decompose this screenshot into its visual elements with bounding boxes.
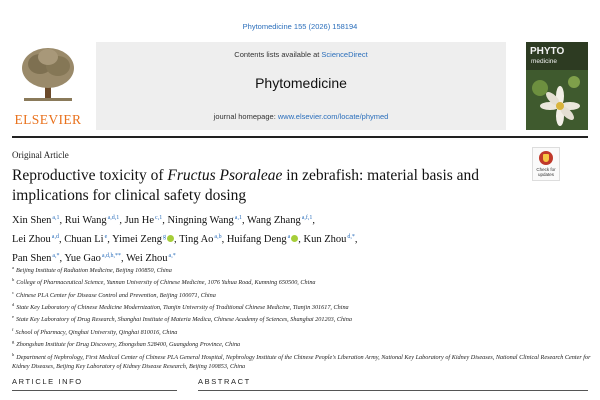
orcid-icon[interactable] [291,235,298,242]
article-info-rule [12,390,177,391]
author-name-text: Wei Zhou [126,253,168,264]
author-affiliation-marker[interactable]: c,1 [155,215,163,221]
author-name[interactable] [179,234,222,245]
article-title [12,166,557,206]
author-name[interactable] [304,234,355,245]
affiliation-text: State Key Laboratory of Drug Research, Shanghai Institute of Materia Medica, Chinese Academy of Sciences, Shanghai 201203, China [16,316,352,324]
journal-title: Phytomedicine [255,75,347,91]
affiliation-key: h [12,351,15,357]
author-affiliation-marker[interactable]: a,d,h,** [101,253,122,259]
author-affiliation-marker[interactable]: a,b [214,234,222,240]
author-name-text: Lei Zhou [12,234,51,245]
author-name[interactable] [64,234,107,245]
author-affiliation-marker[interactable]: a,* [52,253,60,259]
author-name[interactable] [125,215,163,226]
publisher-logo[interactable] [12,42,84,134]
journal-homepage-line [96,112,506,121]
author-name-text: Yue Gao [64,253,101,264]
tree-logo-icon [18,44,78,104]
author-name-text: Chuan Li [64,234,104,245]
affiliation-text: Zhongshan Institute for Drug Discovery, Zhongshan 528400, Guangdong Province, China [16,341,241,349]
affiliation-item [12,350,592,372]
affiliation-text: Department of Nephrology, First Medical Center of Chinese PLA General Hospital, Nephrology Institute of the Chinese People's Liberation Army, National Key Laboratory of Kidney Diseases, National Clinical Research Center for Kidney Diseases, Beijing Key Laboratory of Kidney Disease Research, Beijing 100853, China [12,353,591,370]
article-info-heading: ARTICLE INFO [12,377,83,386]
sciencedirect-link[interactable]: ScienceDirect [321,50,368,59]
publisher-name: ELSEVIER [14,112,82,127]
author-affiliation-marker[interactable]: a,1 [52,215,60,221]
author-affiliation-marker[interactable]: a,1 [234,215,242,221]
affiliation-item [12,325,592,337]
author-name[interactable] [167,215,242,226]
update-bookmark-icon [539,151,553,165]
affiliation-text: Beijing Institute of Radiation Medicine, Beijing 100850, China [16,267,172,275]
author-affiliation-marker[interactable]: e [104,234,108,240]
affiliation-item [12,288,592,300]
affiliation-key: b [12,277,15,283]
affiliation-text: School of Pharmacy, Qinghai University, Qinghai 810016, China [15,328,178,336]
author-affiliation-marker[interactable]: a,f,1 [301,215,313,221]
author-affiliation-marker[interactable]: a,d,1 [107,215,120,221]
affiliation-text: College of Pharmaceutical Science, Yunnan University of Chinese Medicine, 1076 Yuhua Road, Kunming 650500, China [16,279,316,287]
title-part-2: in zebrafish: material basis and implications for clinical safety dosing [12,167,480,204]
affiliation-key: e [12,314,14,320]
author-affiliation-marker[interactable]: a,* [168,253,176,259]
check-for-updates-line-1: Check for [536,167,556,172]
author-name-text: Pan Shen [12,253,52,264]
homepage-prefix: journal homepage: [213,112,278,121]
author-name-text: Ting Ao [179,234,214,245]
title-part-1: Reproductive toxicity of [12,167,168,184]
author-name[interactable] [12,215,60,226]
author-affiliation-marker[interactable]: g [163,234,166,240]
journal-citation[interactable]: Phytomedicine 155 (2026) 158194 [242,22,358,31]
author-affiliation-marker[interactable]: a [287,234,291,240]
author-name-text: Xin Shen [12,215,52,226]
affiliation-text: State Key Laboratory of Chinese Medicine Modernization, Tianjin University of Traditional Chinese Medicine, Tianjin 301617, China [16,304,349,312]
cover-title: PHYTO [530,46,565,57]
title-italic-term: Fructus Psoraleae [167,167,283,184]
check-for-updates-line-2: updates [537,172,554,177]
affiliation-key: f [12,326,14,332]
affiliation-key: a [12,265,14,270]
abstract-heading: ABSTRACT [198,377,251,386]
author-name-text: Rui Wang [64,215,107,226]
affiliation-item [12,337,592,349]
author-name-text: Kun Zhou [303,234,347,245]
journal-header-band [96,42,506,130]
affiliation-item [12,263,592,275]
author-name[interactable] [65,215,120,226]
header-divider [12,136,588,138]
contents-available-line [96,50,506,59]
author-affiliation-marker[interactable]: d,* [347,234,355,240]
author-name[interactable] [247,215,312,226]
affiliation-list [12,263,592,371]
cover-subtitle: medicine [531,58,558,65]
author-name-text: Huifang Deng [226,234,287,245]
affiliation-text: Chinese PLA Center for Disease Control and Prevention, Beijing 100071, China [16,291,216,299]
article-type-label: Original Article [12,150,69,160]
journal-cover-thumbnail[interactable] [526,42,588,130]
author-name-text: Yimei Zeng [112,234,162,245]
author-name-text: Wang Zhang [247,215,301,226]
affiliation-key: c [12,289,14,295]
affiliation-item [12,312,592,324]
cover-flower-image [526,70,588,130]
contents-prefix: Contents lists available at [234,50,322,59]
author-name-text: Jun He [124,215,155,226]
journal-masthead [12,42,588,134]
affiliation-key: d [12,302,15,308]
abstract-rule [198,390,588,391]
affiliation-key: g [12,339,15,345]
author-name[interactable] [112,234,174,245]
orcid-icon[interactable] [167,235,174,242]
homepage-link[interactable]: www.elsevier.com/locate/phymed [277,112,389,121]
affiliation-item [12,275,592,287]
author-name[interactable] [12,234,59,245]
author-name[interactable] [227,234,298,245]
affiliation-item [12,300,592,312]
author-name-text: Ningning Wang [167,215,234,226]
author-list: Xin Shen$^{a,1}$, Rui Wang$^{a,d,1}$, Jun He$^{c,1}$, Ningning Wang$^{a,1}$, Wang Zhang$^{a,f,1}$, Lei Zhou$^{a,d}$, Chuan Li$^e$, Yimei Zeng$^g$ , Ting Ao$^{a,b}$, Huifang Deng$^a$ , Kun Zhou$^{d,*}$, Pan Shen$^{a,*}$, Yue Gao$^{a,d,h,**}$, Wei Zhou$^{a,*}$ [12,215,358,264]
author-affiliation-marker[interactable]: a,d [51,234,59,240]
